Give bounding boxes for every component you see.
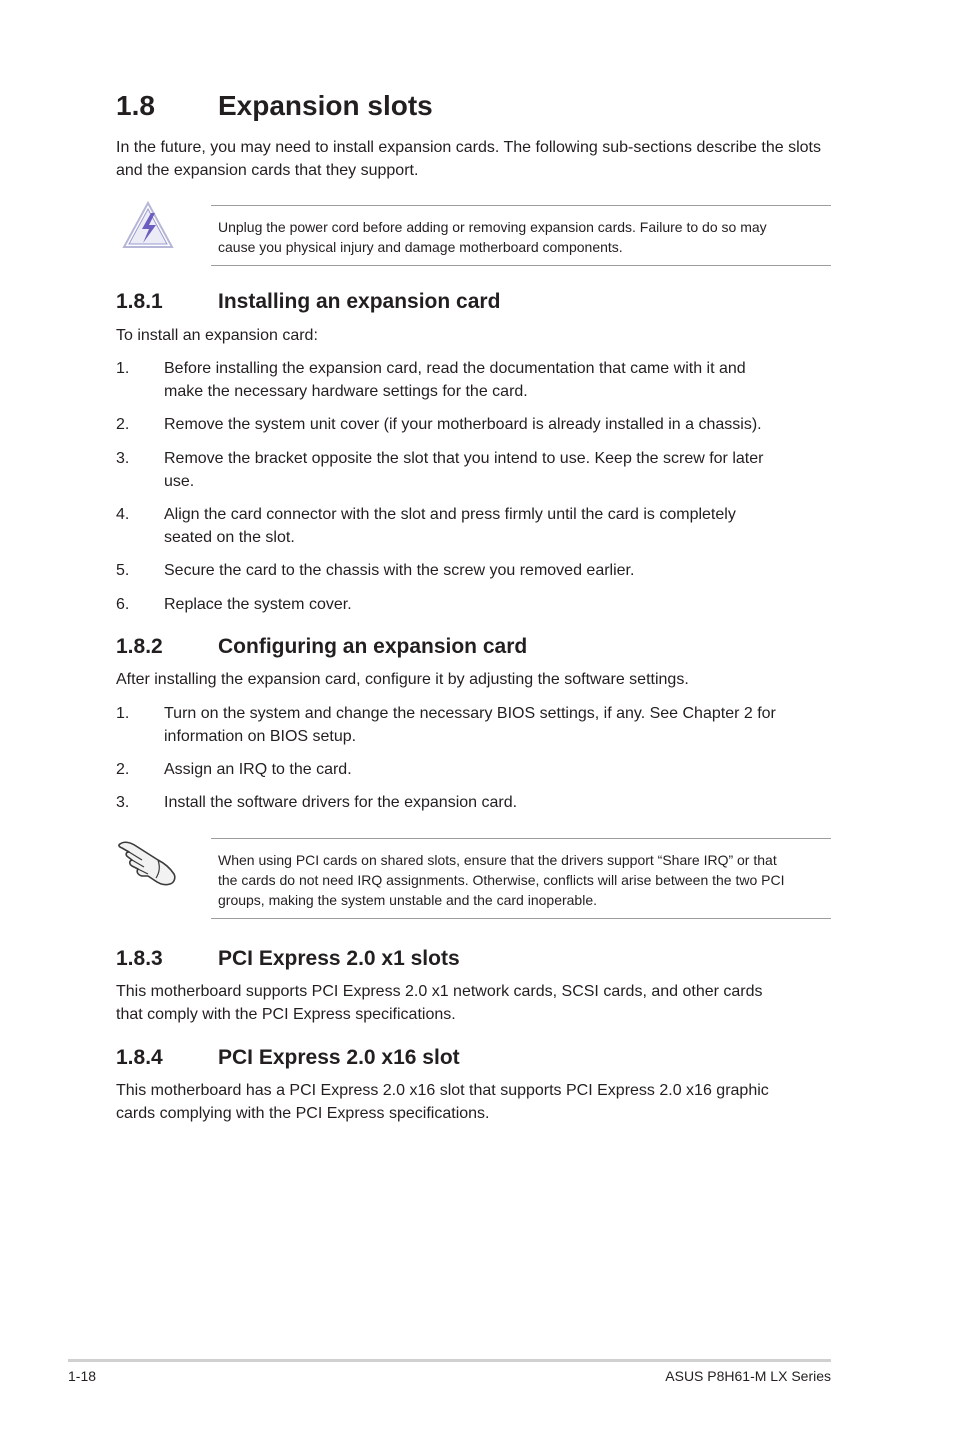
step-number: 1. [116, 705, 130, 722]
note-bottom-rule [211, 918, 831, 919]
step-text-line1: Remove the bracket opposite the slot that you intend to use. Keep the screw for later [164, 450, 764, 467]
list-item [0, 447, 954, 495]
subsection-number-1: 1.8.1 [116, 290, 163, 313]
subsection-number-3: 1.8.3 [116, 947, 163, 970]
list-item [0, 413, 954, 437]
note-text-line2: the cards do not need IRQ assignments. Otherwise, conflicts will arise between the two PCI [218, 872, 785, 888]
note-top-rule [211, 838, 831, 839]
step-number: 3. [116, 794, 130, 811]
subsection-number-2: 1.8.2 [116, 635, 163, 658]
page-title: Expansion slots [218, 90, 433, 121]
subsection-4-text-line1: This motherboard has a PCI Express 2.0 x16 slot that supports PCI Express 2.0 x16 graphic [116, 1082, 769, 1099]
subsection-number-4: 1.8.4 [116, 1046, 163, 1069]
list-item [0, 758, 954, 782]
step-text-line2: seated on the slot. [164, 529, 295, 546]
warning-lightning-icon [118, 199, 174, 251]
section-number: 1.8 [116, 90, 155, 121]
footer-product-name: ASUS P8H61-M LX Series [665, 1368, 831, 1384]
list-item [0, 357, 954, 405]
list-item [0, 559, 954, 583]
warning-top-rule [211, 205, 831, 206]
step-text-line1: Remove the system unit cover (if your motherboard is already installed in a chassis). [164, 416, 762, 433]
note-text-line3: groups, making the system unstable and the card inoperable. [218, 892, 598, 908]
step-text-line2: use. [164, 473, 195, 490]
warning-bottom-rule [211, 265, 831, 266]
step-text-line1: Replace the system cover. [164, 596, 352, 613]
subsection-title-3: PCI Express 2.0 x1 slots [218, 947, 460, 970]
warning-text-line1: Unplug the power cord before adding or removing expansion cards. Failure to do so may [218, 219, 767, 235]
step-number: 3. [116, 450, 130, 467]
note-text-line1: When using PCI cards on shared slots, ensure that the drivers support “Share IRQ” or that [218, 852, 777, 868]
page-number: 1-18 [68, 1368, 97, 1384]
step-text-line1: Install the software drivers for the expansion card. [164, 794, 518, 811]
subsection-1-lead: To install an expansion card: [116, 327, 318, 344]
note-hand-icon [114, 836, 180, 890]
subsection-2-lead: After installing the expansion card, configure it by adjusting the software settings. [116, 671, 689, 688]
subsection-title-1: Installing an expansion card [218, 290, 501, 313]
subsection-3-text-line2: that comply with the PCI Express specifications. [116, 1006, 456, 1023]
intro-paragraph: In the future, you may need to install expansion cards. The following sub-sections describe the slots and the expansion cards that they support. [116, 139, 821, 179]
step-number: 2. [116, 416, 130, 433]
subsection-3-text-line1: This motherboard supports PCI Express 2.0 x1 network cards, SCSI cards, and other cards [116, 983, 763, 1000]
list-item [0, 791, 954, 815]
step-number: 4. [116, 506, 130, 523]
warning-text-line2: cause you physical injury and damage motherboard components. [218, 239, 623, 255]
step-text-line1: Turn on the system and change the necessary BIOS settings, if any. See Chapter 2 for [164, 705, 776, 722]
step-text-line1: Before installing the expansion card, read the documentation that came with it and [164, 360, 746, 377]
list-item [0, 702, 954, 750]
subsection-4-text-line2: cards complying with the PCI Express specifications. [116, 1105, 490, 1122]
step-number: 2. [116, 761, 130, 778]
step-text-line2: information on BIOS setup. [164, 728, 357, 745]
footer-rule [68, 1359, 831, 1362]
subsection-title-4: PCI Express 2.0 x16 slot [218, 1046, 460, 1069]
step-number: 6. [116, 596, 130, 613]
list-item [0, 593, 954, 617]
step-number: 5. [116, 562, 130, 579]
step-text-line2: make the necessary hardware settings for the card. [164, 383, 528, 400]
step-number: 1. [116, 360, 130, 377]
list-item [0, 503, 954, 551]
step-text-line1: Align the card connector with the slot and press firmly until the card is completely [164, 506, 736, 523]
step-text-line1: Secure the card to the chassis with the screw you removed earlier. [164, 562, 635, 579]
subsection-title-2: Configuring an expansion card [218, 635, 528, 658]
step-text-line1: Assign an IRQ to the card. [164, 761, 352, 778]
